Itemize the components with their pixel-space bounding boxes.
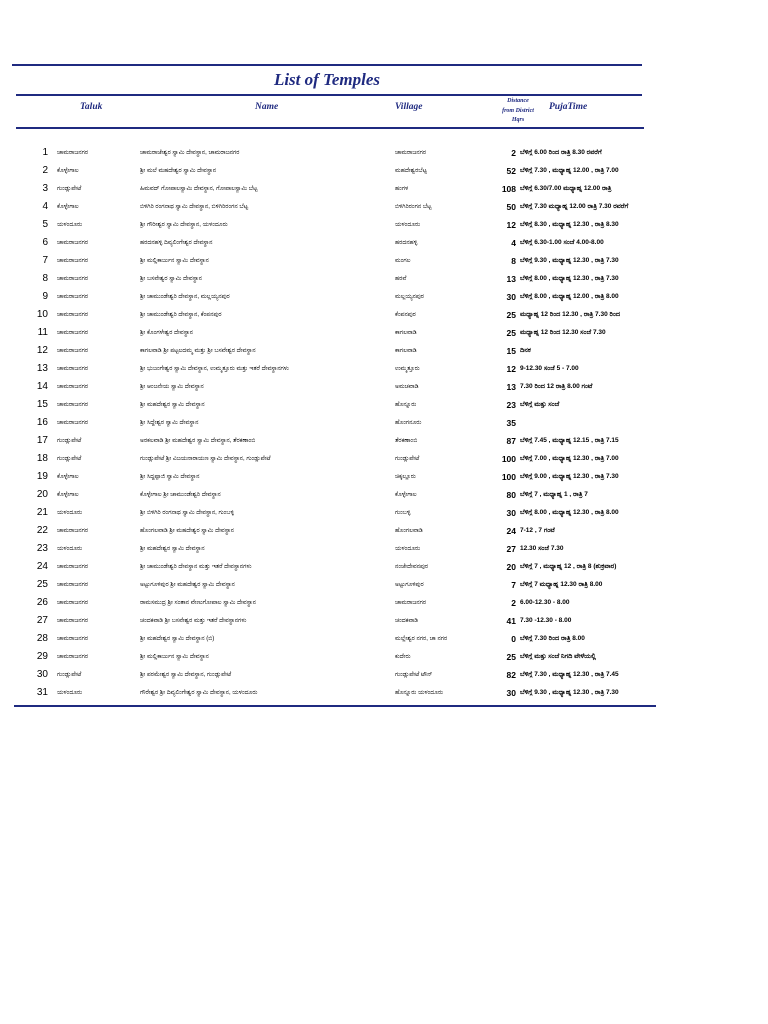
row-number: 7 [42, 255, 48, 266]
table-row [0, 630, 768, 648]
row-temple-name: ಶ್ರೀ ಚಾಮುಂಡೇಶ್ವರಿ ದೇವಸ್ಥಾನ, ಕೆಂಪನಪುರ [140, 312, 222, 318]
row-temple-name: ಶ್ರೀ ಮಹದೇಶ್ವರ ಸ್ವಾಮಿ ದೇವಸ್ಥಾನ [140, 402, 205, 408]
row-pujatime: ಬೆಳಿಗ್ಗೆ ಮತ್ತು ಸಂಜೆ ನಿಗದಿ ವೇಳೆಯಲ್ಲಿ [520, 653, 596, 660]
row-pujatime: ಬೆಳಿಗ್ಗೆ 8.00 , ಮಧ್ಯಾಹ್ನ 12.00 , ರಾತ್ರಿ 8.00 [520, 293, 619, 300]
table-row [0, 324, 768, 342]
row-taluk: ಚಾಮರಾಜನಗರ [57, 654, 89, 660]
row-distance: 25 [506, 328, 516, 338]
row-taluk: ಗುಂಡ್ಲುಪೇಟೆ [57, 186, 82, 192]
row-temple-name: ಶ್ರೀ ಮಹದೇಶ್ವರ ಸ್ವಾಮಿ ದೇವಸ್ಥಾನ (ಬಿ) [140, 636, 215, 642]
row-village: ಹೊನ್ನೂರು ಯಳಂದೂರು [395, 690, 444, 696]
row-temple-name: ಶ್ರೀ ಮಲ್ಲಿಕಾರ್ಜುನ ಸ್ವಾಮಿ ದೇವಸ್ಥಾನ [140, 258, 209, 264]
row-distance: 35 [506, 418, 516, 428]
table-row [0, 144, 768, 162]
row-number: 12 [36, 345, 48, 356]
row-temple-name: ಶ್ರೀ ಸಿದ್ದಪ್ಪಾಜಿ ಸ್ವಾಮಿ ದೇವಸ್ಥಾನ [140, 474, 200, 480]
row-pujatime: ದಿನಕ [520, 347, 531, 354]
row-taluk: ಚಾಮರಾಜನಗರ [57, 312, 89, 318]
row-village: ಹೊನ್ನೂರು [395, 402, 417, 408]
row-temple-name: ಚಾಮರಾಜೇಶ್ವರ ಸ್ವಾಮಿ ದೇವಸ್ಥಾನ, ಚಾಮರಾಜನಗರ [140, 150, 240, 156]
row-number: 25 [36, 579, 48, 590]
row-village: ಚಾಮರಾಜನಗರ [395, 150, 427, 156]
row-pujatime: ಮಧ್ಯಾಹ್ನ 12 ರಿಂದ 12.30 , ರಾತ್ರಿ 7.30 ರಿಂದ [520, 311, 621, 318]
row-taluk: ಚಾಮರಾಜನಗರ [57, 528, 89, 534]
row-village: ಹೊಂಗಲವಾಡಿ [395, 528, 423, 534]
row-number: 14 [36, 381, 48, 392]
row-taluk: ಚಾಮರಾಜನಗರ [57, 276, 89, 282]
table-row [0, 576, 768, 594]
row-taluk: ಕೊಳ್ಳೇಗಾಲ [57, 168, 79, 174]
row-temple-name: ಶ್ರೀ ಕೊಂಗಳೇಶ್ವರ ದೇವಸ್ಥಾನ [140, 330, 193, 336]
row-distance: 12 [506, 364, 516, 374]
row-temple-name: ಶ್ರೀ ಗೌರೀಶ್ವರ ಸ್ವಾಮಿ ದೇವಸ್ಥಾನ, ಯಳಂದೂರು [140, 222, 228, 228]
header-distance-line3: Hqrs [511, 117, 525, 123]
row-pujatime: ಬೆಳಿಗ್ಗೆ 8.00 , ಮಧ್ಯಾಹ್ನ 12.30 , ರಾತ್ರಿ 8.00 [520, 509, 619, 516]
row-temple-name: ಶ್ರೀ ಭುಜಂಗೇಶ್ವರ ಸ್ವಾಮಿ ದೇವಸ್ಥಾನ, ಉಮ್ಮತ್ತೂರು ಮತ್ತು ಇತರೆ ದೇವಸ್ಥಾನಗಳು [140, 366, 289, 372]
document-title: List of Temples [273, 70, 381, 89]
table-row [0, 648, 768, 666]
row-number: 18 [36, 453, 48, 464]
table-row [0, 594, 768, 612]
table-row [0, 684, 768, 702]
table-row [0, 288, 768, 306]
row-number: 19 [36, 471, 48, 482]
table-row [0, 360, 768, 378]
row-temple-name: ಶ್ರೀ ಮಹದೇಶ್ವರ ಸ್ವಾಮಿ ದೇವಸ್ಥಾನ [140, 546, 205, 552]
row-taluk: ಚಾಮರಾಜನಗರ [57, 600, 89, 606]
row-number: 22 [36, 525, 48, 536]
row-pujatime: ಬೆಳಿಗ್ಗೆ 7.00 , ಮಧ್ಯಾಹ್ನ 12.30 , ರಾತ್ರಿ 7.00 [520, 455, 619, 462]
row-number: 2 [42, 165, 48, 176]
row-temple-name: ಶ್ರೀ ಚಾಮುಂಡೇಶ್ವರಿ ದೇವಸ್ಥಾನ, ಮಲ್ಲಯ್ಯನಪುರ [140, 294, 230, 300]
row-number: 1 [42, 147, 48, 158]
row-distance: 25 [506, 652, 516, 662]
row-temple-name: ಶ್ರೀ ಆಂಜನೇಯ ಸ್ವಾಮಿ ದೇವಸ್ಥಾನ [140, 384, 204, 390]
row-taluk: ಗುಂಡ್ಲುಪೇಟೆ [57, 672, 82, 678]
row-number: 28 [36, 633, 48, 644]
row-taluk: ಚಾಮರಾಜನಗರ [57, 150, 89, 156]
row-distance: 8 [511, 256, 516, 266]
header-village: Village [395, 102, 423, 112]
row-pujatime: ಬೆಳಿಗ್ಗೆ 7.30 ಮಧ್ಯಾಹ್ನ 12.00 ರಾತ್ರಿ 7.30 ರವರೆಗೆ [520, 203, 629, 210]
row-distance: 50 [506, 202, 516, 212]
row-pujatime: ಬೆಳಿಗ್ಗೆ 9.00 , ಮಧ್ಯಾಹ್ನ 12.30 , ರಾತ್ರಿ 7.30 [520, 473, 619, 480]
row-taluk: ಚಾಮರಾಜನಗರ [57, 384, 89, 390]
row-pujatime: ಬೆಳಿಗ್ಗೆ 8.30 , ಮಧ್ಯಾಹ್ನ 12.30 , ರಾತ್ರಿ 8.30 [520, 221, 619, 228]
table-row [0, 270, 768, 288]
row-number: 5 [42, 219, 48, 230]
header-distance-line1: Distance [507, 98, 529, 104]
row-pujatime: ಬೆಳಿಗ್ಗೆ 7 , ಮಧ್ಯಾಹ್ನ 12 , ರಾತ್ರಿ 8 (ಶುಕ್ರವಾರ) [520, 563, 617, 570]
row-temple-name: ರಾಮಸಮುದ್ರ ಶ್ರೀ ಸಂತಾನ ವೇಣುಗೋಪಾಲ ಸ್ವಾಮಿ ದೇವಸ್ಥಾನ [140, 600, 256, 606]
row-village: ಗುಂಬಳ್ಳಿ [395, 510, 411, 516]
row-temple-name: ಶ್ರೀ ಸಿದ್ದೇಶ್ವರ ಸ್ವಾಮಿ ದೇವಸ್ಥಾನ [140, 420, 199, 426]
table-row [0, 378, 768, 396]
row-pujatime: 6.00-12.30 - 8.00 [520, 599, 570, 606]
row-village: ಚಂದಕವಾಡಿ [395, 618, 419, 624]
row-temple-name: ಅಟ್ಟುಗೂಳಿಪುರ ಶ್ರೀ ಮಹದೇಶ್ವರ ಸ್ವಾಮಿ ದೇವಸ್ಥಾನ [140, 582, 235, 588]
row-number: 16 [36, 417, 48, 428]
row-distance: 13 [506, 382, 516, 392]
row-pujatime: ಬೆಳಿಗ್ಗೆ 9.30 , ಮಧ್ಯಾಹ್ನ 12.30 , ರಾತ್ರಿ 7.30 [520, 689, 619, 696]
row-number: 13 [36, 363, 48, 374]
row-distance: 2 [511, 598, 516, 608]
row-temple-name: ಅರಕಲವಾಡಿ ಶ್ರೀ ಮಹದೇಶ್ವರ ಸ್ವಾಮಿ ದೇವಸ್ಥಾನ, ತೆರಕಣಾಂಬಿ [140, 438, 256, 444]
row-number: 11 [37, 327, 48, 338]
row-village: ಮಂಗಲ [395, 258, 411, 264]
row-village: ಹಂಗಳ [395, 186, 409, 192]
row-pujatime: ಬೆಳಿಗ್ಗೆ 6.30/7.00 ಮಧ್ಯಾಹ್ನ 12.00 ರಾತ್ರಿ [520, 185, 612, 192]
row-temple-name: ಶ್ರೀ ಪರಮೇಶ್ವರ ಸ್ವಾಮಿ ದೇವಸ್ಥಾನ, ಗುಂಡ್ಲುಪೇಟೆ [140, 672, 232, 678]
row-village: ಯಳಂದೂರು [395, 222, 421, 228]
row-temple-name: ಶ್ರೀ ಬಸವೇಶ್ವರ ಸ್ವಾಮಿ ದೇವಸ್ಥಾನ [140, 276, 202, 282]
row-distance: 41 [506, 616, 516, 626]
table-row [0, 558, 768, 576]
row-temple-name: ಶ್ರೀ ಮಲ್ಲಿಕಾರ್ಜುನ ಸ್ವಾಮಿ ದೇವಸ್ಥಾನ [140, 654, 209, 660]
header-pujatime: PujaTime [549, 102, 588, 112]
table-row [0, 522, 768, 540]
table-row [0, 198, 768, 216]
row-temple-name: ಹಿಮವದ್ ಗೋಪಾಲಸ್ವಾಮಿ ದೇವಸ್ಥಾನ, ಗೋಪಾಲಸ್ವಾಮಿ ಬೆಟ್ಟ [140, 186, 258, 192]
bottom-rule [14, 705, 656, 707]
row-village: ಮಲ್ಲಯ್ಯನಪುರ [395, 294, 424, 300]
row-village: ಮಲ್ಲೇಶ್ವರ ನಗರ, ಚಾ ನಗರ [395, 636, 448, 642]
row-village: ಬಿಳಿಗಿರಿರಂಗನ ಬೆಟ್ಟ [395, 204, 432, 210]
table-row [0, 666, 768, 684]
row-number: 10 [36, 309, 48, 320]
row-number: 4 [42, 201, 48, 212]
row-distance: 12 [506, 220, 516, 230]
row-distance: 82 [506, 670, 516, 680]
row-taluk: ಚಾಮರಾಜನಗರ [57, 636, 89, 642]
row-village: ಕಾಗಲವಾಡಿ [395, 330, 417, 336]
table-row [0, 504, 768, 522]
row-taluk: ಚಾಮರಾಜನಗರ [57, 258, 89, 264]
table-row [0, 414, 768, 432]
header-taluk: Taluk [80, 102, 103, 112]
row-distance: 15 [506, 346, 516, 356]
row-village: ಕುದೇರು [395, 654, 411, 660]
row-pujatime: ಬೆಳಿಗ್ಗೆ 7 , ಮಧ್ಯಾಹ್ನ 1 , ರಾತ್ರಿ 7 [520, 491, 588, 498]
row-distance: 4 [511, 238, 516, 248]
row-distance: 100 [501, 472, 516, 482]
row-number: 30 [36, 669, 48, 680]
row-temple-name: ಗುಂಡ್ಲುಪೇಟೆ ಶ್ರೀ ವಿಜಯನಾರಾಯಣ ಸ್ವಾಮಿ ದೇವಸ್ಥಾನ, ಗುಂಡ್ಲುಪೇಟೆ [140, 456, 271, 462]
row-number: 26 [36, 597, 48, 608]
row-pujatime: ಬೆಳಿಗ್ಗೆ 6.00 ರಿಂದ ರಾತ್ರಿ 8.30 ರವರೆಗೆ [520, 149, 602, 156]
row-taluk: ಚಾಮರಾಜನಗರ [57, 420, 89, 426]
row-number: 27 [36, 615, 48, 626]
row-village: ಚಾಮರಾಜನಗರ [395, 600, 427, 606]
row-village: ಮಹದೇಶ್ವರಬೆಟ್ಟ [395, 168, 427, 174]
row-village: ಅಮಚವಾಡಿ [395, 384, 419, 390]
header-name: Name [255, 102, 279, 112]
row-distance: 52 [506, 166, 516, 176]
row-pujatime: ಬೆಳಿಗ್ಗೆ 8.00 , ಮಧ್ಯಾಹ್ನ 12.30 , ರಾತ್ರಿ 7.30 [520, 275, 619, 282]
temple-table-body [0, 144, 768, 702]
row-village: ಗುಂಡ್ಲುಪೇಟೆ [395, 456, 420, 462]
row-distance: 0 [511, 634, 516, 644]
row-village: ಅಟ್ಟುಗೂಳಿಪುರ [395, 582, 424, 588]
row-taluk: ಚಾಮರಾಜನಗರ [57, 564, 89, 570]
row-temple-name: ಬಿಳಿಗಿರಿ ರಂಗನಾಥ ಸ್ವಾಮಿ ದೇವಸ್ಥಾನ, ಬಿಳಿಗಿರಿರಂಗನ ಬೆಟ್ಟ [140, 204, 249, 210]
row-distance: 24 [506, 526, 516, 536]
row-temple-name: ಹೊಂಗಲವಾಡಿ ಶ್ರೀ ಮಹದೇಶ್ವರ ಸ್ವಾಮಿ ದೇವಸ್ಥಾನ [140, 528, 235, 534]
row-taluk: ಚಾಮರಾಜನಗರ [57, 582, 89, 588]
row-village: ಕೆಂಪನಪುರ [395, 312, 416, 318]
row-number: 23 [36, 543, 48, 554]
table-row [0, 432, 768, 450]
row-pujatime: ಬೆಳಿಗ್ಗೆ ಮತ್ತು ಸಂಜೆ [520, 401, 560, 408]
table-row [0, 468, 768, 486]
row-taluk: ಚಾಮರಾಜನಗರ [57, 618, 89, 624]
header-divider [16, 127, 644, 129]
row-pujatime: ಬೆಳಿಗ್ಗೆ 9.30 , ಮಧ್ಯಾಹ್ನ 12.30 , ರಾತ್ರಿ 7.30 [520, 257, 619, 264]
row-taluk: ಚಾಮರಾಜನಗರ [57, 348, 89, 354]
row-distance: 13 [506, 274, 516, 284]
row-number: 6 [42, 237, 48, 248]
row-taluk: ಚಾಮರಾಜನಗರ [57, 366, 89, 372]
row-number: 9 [42, 291, 48, 302]
row-pujatime: ಬೆಳಿಗ್ಗೆ 7.30 , ಮಧ್ಯಾಹ್ನ 12.30 , ರಾತ್ರಿ 7.45 [520, 671, 619, 678]
row-village: ಕೊಳ್ಳೇಗಾಲ [395, 492, 417, 498]
table-row [0, 396, 768, 414]
title-divider [16, 94, 642, 96]
table-row [0, 450, 768, 468]
row-taluk: ಯಳಂದೂರು [57, 222, 83, 228]
row-temple-name: ಹರದನಹಳ್ಳಿ ದಿವ್ಯಲಿಂಗೇಶ್ವರ ದೇವಸ್ಥಾನ [140, 240, 213, 246]
row-village: ಕಾಗಲವಾಡಿ [395, 348, 417, 354]
row-number: 31 [36, 687, 48, 698]
table-row [0, 540, 768, 558]
row-temple-name: ಶ್ರೀ ಚಾಮುಂಡೇಶ್ವರಿ ದೇವಸ್ಥಾನ ಮತ್ತು ಇತರೆ ದೇವಸ್ಥಾನಗಳು [140, 564, 252, 570]
row-pujatime: ಮಧ್ಯಾಹ್ನ 12 ರಿಂದ 12.30 ಸಂಜೆ 7.30 [520, 329, 606, 336]
row-distance: 30 [506, 292, 516, 302]
table-row [0, 180, 768, 198]
row-temple-name: ಚಂದಕವಾಡಿ ಶ್ರೀ ಬಸವೇಶ್ವರ ಮತ್ತು ಇತರೆ ದೇವಸ್ಥಾನಗಳು [140, 618, 247, 624]
row-temple-name: ಕಾಗಲವಾಡಿ ಶ್ರೀ ಪಟ್ಟಲದಮ್ಮ ಮತ್ತು ಶ್ರೀ ಬಸವೇಶ್ವರ ದೇವಸ್ಥಾನ [140, 348, 256, 354]
row-pujatime: ಬೆಳಿಗ್ಗೆ 6.30-1.00 ಸಂಜೆ 4.00-8.00 [520, 239, 604, 246]
row-village: ಯಳಂದೂರು [395, 546, 421, 552]
row-distance: 7 [511, 580, 516, 590]
row-village: ಚಿಕ್ಕಲ್ಲೂರು [395, 474, 416, 480]
row-taluk: ಕೊಳ್ಳೇಗಾಲ [57, 492, 79, 498]
row-distance: 87 [506, 436, 516, 446]
row-taluk: ಚಾಮರಾಜನಗರ [57, 402, 89, 408]
row-pujatime: 12.30 ಸಂಜೆ 7.30 [520, 545, 564, 552]
row-distance: 20 [506, 562, 516, 572]
row-pujatime: 7.30 -12.30 - 8.00 [520, 617, 572, 624]
row-distance: 80 [506, 490, 516, 500]
row-pujatime: ಬೆಳಿಗ್ಗೆ 7.30 ರಿಂದ ರಾತ್ರಿ 8.00 [520, 635, 585, 642]
row-taluk: ಗುಂಡ್ಲುಪೇಟೆ [57, 456, 82, 462]
row-taluk: ಕೊಳ್ಳೇಗಾಲ [57, 204, 79, 210]
row-temple-name: ಶ್ರೀ ಬಿಳಿಗಿರಿ ರಂಗನಾಥ ಸ್ವಾಮಿ ದೇವಸ್ಥಾನ, ಗುಂಬಳ್ಳಿ [140, 510, 235, 516]
row-distance: 2 [511, 148, 516, 158]
row-village: ಗುಂಡ್ಲುಪೇಟೆ ಟೌನ್ [395, 672, 433, 678]
table-row [0, 162, 768, 180]
row-taluk: ಚಾಮರಾಜನಗರ [57, 330, 89, 336]
row-temple-name: ಶ್ರೀ ಮಲೆ ಮಹದೇಶ್ವರ ಸ್ವಾಮಿ ದೇವಸ್ಥಾನ [140, 168, 217, 174]
row-village: ಹರದನಹಳ್ಳಿ [395, 240, 418, 246]
row-pujatime: ಬೆಳಿಗ್ಗೆ 7.30 , ಮಧ್ಯಾಹ್ನ 12.00 , ರಾತ್ರಿ 7.00 [520, 167, 619, 174]
table-row [0, 342, 768, 360]
row-number: 29 [36, 651, 48, 662]
row-distance: 100 [501, 454, 516, 464]
row-village: ತೆರಕಣಾಂಬಿ [395, 438, 418, 444]
top-rule [12, 64, 642, 66]
row-taluk: ಚಾಮರಾಜನಗರ [57, 240, 89, 246]
row-number: 21 [36, 507, 48, 518]
row-taluk: ಗುಂಡ್ಲುಪೇಟೆ [57, 438, 82, 444]
row-village: ಹೊಂಗನೂರು [395, 420, 422, 426]
row-distance: 30 [506, 508, 516, 518]
table-row [0, 486, 768, 504]
row-number: 20 [36, 489, 48, 500]
row-number: 3 [42, 183, 48, 194]
row-number: 15 [36, 399, 48, 410]
row-pujatime: 9-12.30 ಸಂಜೆ 5 - 7.00 [520, 365, 579, 372]
row-number: 24 [36, 561, 48, 572]
header-distance-line2: from District [502, 107, 534, 114]
row-number: 8 [42, 273, 48, 284]
row-distance: 30 [506, 688, 516, 698]
table-row [0, 612, 768, 630]
row-taluk: ಯಳಂದೂರು [57, 690, 83, 696]
row-number: 17 [36, 435, 48, 446]
row-village: ಹರವೆ [395, 276, 407, 282]
row-distance: 27 [506, 544, 516, 554]
header-distance [494, 97, 542, 126]
row-pujatime: 7-12 , 7 ಗಂಟೆ [520, 527, 555, 534]
table-row [0, 306, 768, 324]
row-village: ನಂಜೇದೇವನಪುರ [395, 564, 429, 570]
table-row [0, 216, 768, 234]
row-temple-name: ಗೌರೇಶ್ವರ ಶ್ರೀ ದಿವ್ಯಲಿಂಗೇಶ್ವರ ಸ್ವಾಮಿ ದೇವಸ್ಥಾನ, ಯಳಂದೂರು [140, 690, 258, 696]
row-pujatime: 7.30 ರಿಂದ 12 ರಾತ್ರಿ 8.00 ಗಂಟೆ [520, 383, 593, 390]
row-distance: 25 [506, 310, 516, 320]
row-pujatime: ಬೆಳಿಗ್ಗೆ 7.45 , ಮಧ್ಯಾಹ್ನ 12.15 , ರಾತ್ರಿ 7.15 [520, 437, 619, 444]
row-village: ಉಮ್ಮತ್ತೂರು [395, 366, 420, 372]
row-taluk: ಯಳಂದೂರು [57, 510, 83, 516]
row-taluk: ಯಳಂದೂರು [57, 546, 83, 552]
row-taluk: ಚಾಮರಾಜನಗರ [57, 294, 89, 300]
row-taluk: ಕೊಳ್ಳೇಗಾಲ [57, 474, 79, 480]
table-row [0, 234, 768, 252]
row-distance: 108 [501, 184, 516, 194]
table-row [0, 252, 768, 270]
row-distance: 23 [506, 400, 516, 410]
row-pujatime: ಬೆಳಿಗ್ಗೆ 7 ಮಧ್ಯಾಹ್ನ 12.30 ರಾತ್ರಿ 8.00 [520, 581, 603, 588]
row-temple-name: ಕೊಳ್ಳೇಗಾಲ ಶ್ರೀ ಚಾಮುಂಡೇಶ್ವರಿ ದೇವಸ್ಥಾನ [140, 492, 221, 498]
